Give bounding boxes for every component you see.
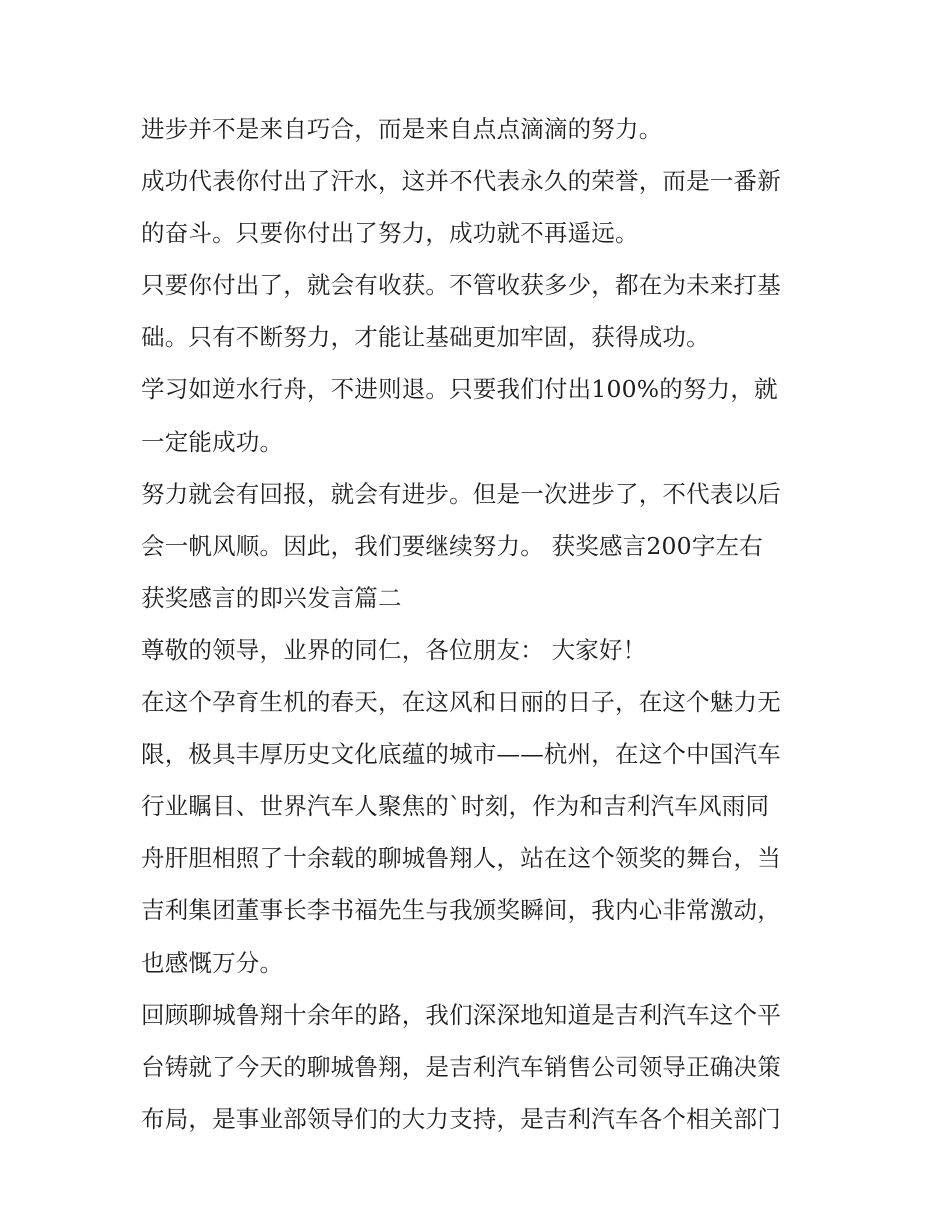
text-line: 成功代表你付出了汗水，这并不代表永久的荣誉，而是一番新 xyxy=(141,167,781,196)
text-line: 吉利集团董事长李书福先生与我颁奖瞬间，我内心非常激动， xyxy=(141,896,781,925)
text-line: 行业瞩目、世界汽车人聚焦的`时刻，作为和吉利汽车风雨同 xyxy=(141,792,770,821)
text-line: 只要你付出了，就会有收获。不管收获多少，都在为未来打基 xyxy=(141,271,781,300)
text-line: 会一帆风顺。因此，我们要继续努力。 获奖感言200字左右 xyxy=(141,531,763,560)
text-line: 回顾聊城鲁翔十余年的路，我们深深地知道是吉利汽车这个平 xyxy=(141,1000,781,1029)
text-line: 础。只有不断努力，才能让基础更加牢固，获得成功。 xyxy=(141,323,710,352)
text-line: 进步并不是来自巧合，而是来自点点滴滴的努力。 xyxy=(141,115,663,143)
document-body xyxy=(141,103,821,1145)
text-line: 一定能成功。 xyxy=(141,427,284,456)
text-line: 也感慨万分。 xyxy=(141,948,284,977)
text-line: 的奋斗。只要你付出了努力，成功就不再遥远。 xyxy=(141,219,639,248)
text-line: 在这个孕育生机的春天，在这风和日丽的日子，在这个魅力无 xyxy=(141,688,781,717)
text-line: 布局，是事业部领导们的大力支持，是吉利汽车各个相关部门 xyxy=(141,1104,781,1133)
text-line: 学习如逆水行舟，不进则退。只要我们付出100%的努力，就 xyxy=(141,375,778,404)
text-line: 限，极具丰厚历史文化底蕴的城市——杭州，在这个中国汽车 xyxy=(141,740,781,769)
text-line: 舟肝胆相照了十余载的聊城鲁翔人，站在这个领奖的舞台，当 xyxy=(141,844,781,873)
text-line: 努力就会有回报，就会有进步。但是一次进步了，不代表以后 xyxy=(141,479,781,508)
text-line: 尊敬的领导，业界的同仁，各位朋友： 大家好！ xyxy=(141,635,647,664)
text-line: 台铸就了今天的聊城鲁翔，是吉利汽车销售公司领导正确决策 xyxy=(141,1052,781,1081)
section-heading: 获奖感言的即兴发言篇二 xyxy=(141,583,402,612)
